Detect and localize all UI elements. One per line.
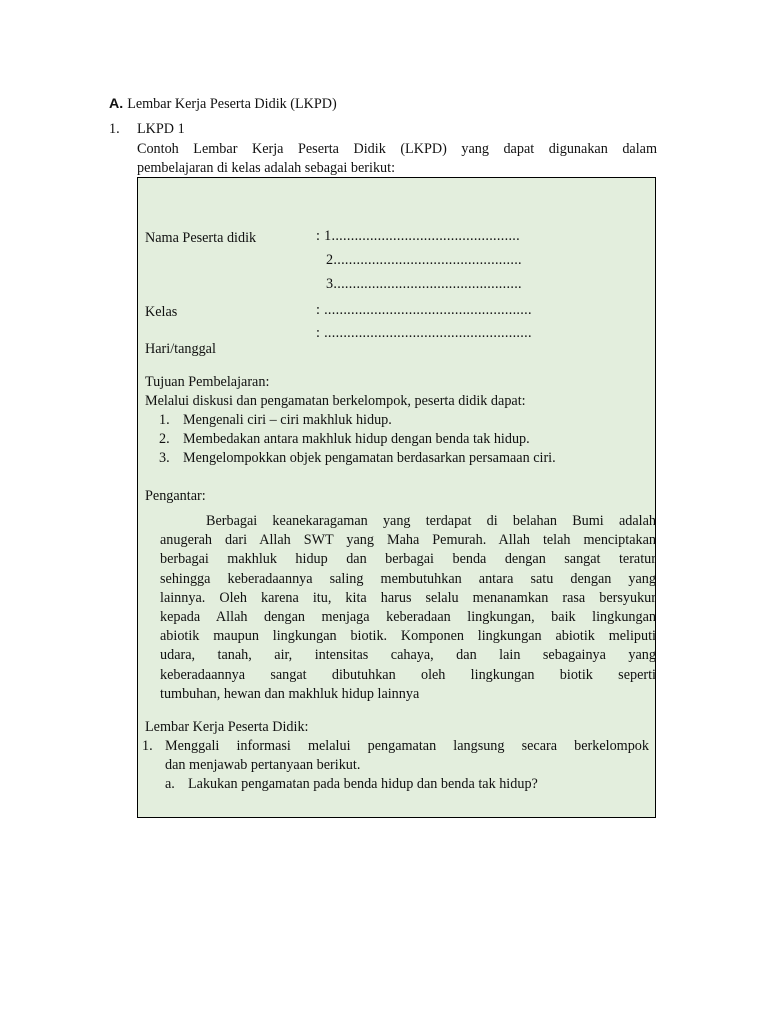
intro-text [137, 140, 657, 177]
goals-title: Tujuan Pembelajaran: [145, 374, 270, 390]
task-line-2: dan menjawab pertanyaan berikut. [165, 757, 361, 773]
heading-text: Lembar Kerja Peserta Didik (LKPD) [127, 96, 337, 112]
section-title: LKPD 1 [137, 121, 185, 137]
sub-item-text: Lakukan pengamatan pada benda hidup dan benda tak hidup? [188, 776, 538, 792]
task-title: Lembar Kerja Peserta Didik: [145, 719, 309, 735]
section-heading [109, 96, 337, 113]
intro-line-2: pembelajaran di kelas adalah sebagai berikut: [137, 159, 396, 176]
goals-intro: Melalui diskusi dan pengamatan berkelompok, peserta didik dapat: [145, 393, 526, 409]
intro-line-1: Contoh Lembar Kerja Peserta Didik (LKPD) yang dapat digunakan dalam [137, 141, 657, 157]
intro-paragraph: Berbagai keanekaragaman yang terdapat di belahan Bumi adalah anugerah dari Allah SWT yang Maha Pemurah. Allah telah menciptakan berbagai makhluk hidup dan berbagai benda dengan sangat teratur sehingga keberadaannya saling membutuhkan antara satu dengan yang lainnya. Oleh karena itu, kita harus selalu menanamkan rasa bersyukur kepada Allah dengan menjaga keberadaan lingkungan, baik lingkungan abiotik maupun lingkungan biotik. Komponen lingkungan abiotik meliputi udara, tanah, air, intensitas cahaya, dan lain sebagainya yang keberadaannya sangat dibutuhkan oleh lingkungan biotik seperti tumbuhan, hewan dan makhluk hidup lainnya [160, 513, 656, 702]
name-line-2: 2................................................. [326, 252, 522, 268]
task-number: 1. [142, 738, 153, 754]
name-label: Nama Peserta didik [145, 230, 257, 246]
name-line-1: : 1................................................. [316, 228, 520, 244]
class-label: Kelas [145, 304, 178, 320]
intro-section-title: Pengantar: [145, 488, 206, 504]
heading-letter: A. [109, 96, 124, 112]
class-field: : ...................................................... [316, 302, 532, 318]
sub-item-letter: a. [165, 776, 175, 792]
section-number: 1. [109, 121, 120, 137]
task-line-1: Menggali informasi melalui pengamatan langsung secara berkelompok [165, 738, 649, 754]
name-line-3: 3................................................. [326, 276, 522, 292]
worksheet-box: Nama Peserta didik : 1................................................. 2................................................. 3................................................. Kelas : ...................................................... : ...................................................... Hari/tanggal Tujuan Pembelajaran: Melalui diskusi dan pengamatan berkelompok, peserta didik dapat: 1. Mengenali ciri – ciri makhluk hidup. 2. Membedakan antara makhluk hidup dengan benda tak hidup. 3. Mengelompokkan objek pengamatan berdasarkan persamaan ciri. Pengantar: Berbagai keanekaragaman yang terdapat di belahan Bumi adalah anugerah dari Allah SWT yang Maha Pemurah. Allah telah menciptakan berbagai makhluk hidup dan berbagai benda dengan sangat teratur sehingga keberadaannya saling membutuhkan antara satu dengan yang lainnya. Oleh karena itu, kita harus selalu menanamkan rasa bersyukur kepada Allah dengan menjaga keberadaan lingkungan, baik lingkungan abiotik maupun lingkungan biotik. Komponen lingkungan abiotik meliputi udara, tanah, air, intensitas cahaya, dan lain sebagainya yang keberadaannya sangat dibutuhkan oleh lingkungan biotik seperti tumbuhan, hewan dan makhluk hidup lainnya Lembar Kerja Peserta Didik: 1. Menggali informasi melalui pengamatan langsung secara berkelompok dan menjawab pertanyaan berikut. a. Lakukan pengamatan pada benda hidup dan benda tak hidup? [137, 177, 656, 818]
date-field: : ...................................................... [316, 325, 532, 341]
date-label: Hari/tanggal [145, 341, 216, 357]
